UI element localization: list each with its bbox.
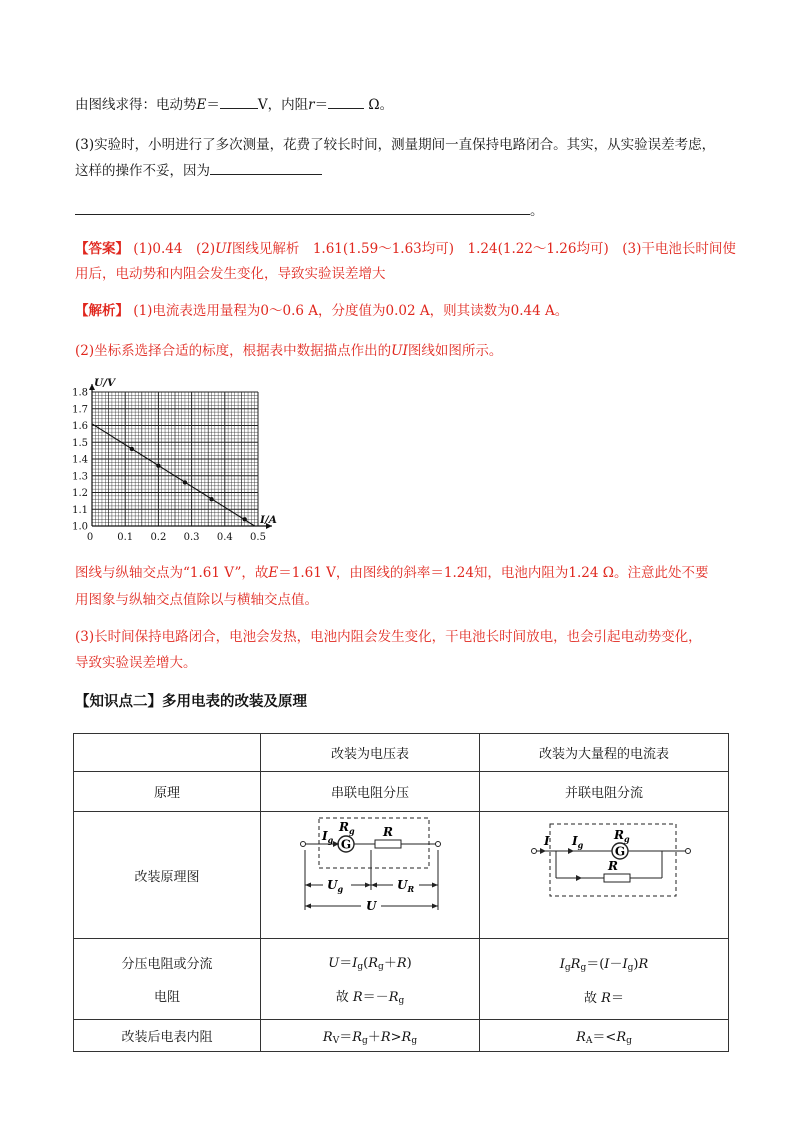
answer-tag: 【答案】 bbox=[75, 241, 129, 257]
i-label: I bbox=[544, 834, 550, 848]
principle-ammeter: 并联电阻分流 bbox=[480, 772, 729, 812]
galvanometer-label: G bbox=[340, 837, 352, 852]
ammeter-circuit-cell bbox=[480, 812, 729, 939]
y-axis-label: U/V bbox=[94, 378, 116, 389]
formula-u: $U=I_g(R_g+R)$ bbox=[328, 956, 412, 972]
var-ui: UI bbox=[215, 241, 232, 257]
x-axis-label: I/A bbox=[260, 514, 277, 526]
r-label: R bbox=[383, 825, 393, 839]
principle-voltmeter: 串联电阻分压 bbox=[261, 772, 480, 812]
analysis-line3 bbox=[75, 563, 708, 583]
section-title: 【知识点二】多用电表的改装及原理 bbox=[75, 694, 307, 710]
blank-emf[interactable] bbox=[220, 94, 258, 109]
analysis-text: (2)坐标系选择合适的标度，根据表中数据描点作出的 bbox=[75, 343, 392, 359]
table-row bbox=[74, 812, 729, 939]
question-text: 由图线求得：电动势 bbox=[75, 97, 197, 113]
voltmeter-circuit-diagram bbox=[261, 812, 480, 934]
formula-shunt: $I_gR_g=(I-I_g)R$ bbox=[559, 956, 649, 973]
x-tick-label: 0.1 bbox=[117, 532, 134, 543]
y-tick-label: 1.8 bbox=[72, 387, 88, 399]
data-point bbox=[243, 517, 247, 521]
r-label: R bbox=[608, 859, 618, 873]
row-label-internal: 改装后电表内阻 bbox=[74, 1020, 261, 1052]
ig-label: $I_g$ bbox=[572, 834, 584, 850]
row-label-line1: 分压电阻或分流 bbox=[121, 957, 213, 972]
ug-label: $U_g$ bbox=[327, 878, 344, 894]
answer-line1 bbox=[75, 239, 736, 259]
blank-reason-cont[interactable] bbox=[75, 200, 530, 215]
data-point bbox=[156, 464, 160, 468]
question-3-line1: (3)实验时，小明进行了多次测量，花费了较长时间，测量期间一直保持电路闭合。其实，从实验误差考虑， bbox=[75, 137, 716, 153]
var-e: E bbox=[196, 97, 207, 113]
analysis-line5: (3)长时间保持电路闭合，电池会发热，电池内阻会发生变化，干电池长时间放电，也会引起电动势变化， bbox=[75, 629, 702, 645]
analysis-line2 bbox=[75, 341, 502, 361]
x-tick-label: 0 bbox=[86, 532, 94, 543]
data-point bbox=[130, 447, 134, 451]
y-tick-label: 1.4 bbox=[72, 454, 88, 466]
question-3-line3 bbox=[75, 200, 544, 221]
answer-text: 图线见解析 1.61(1.59～1.63均可) 1.24(1.22～1.26均可) (3)干电池长时间使 bbox=[231, 241, 736, 257]
period: 。 bbox=[530, 203, 544, 219]
ur-label: $U_R$ bbox=[397, 878, 415, 894]
table-cell bbox=[74, 734, 261, 772]
table-row bbox=[74, 772, 729, 812]
equals: ＝ bbox=[314, 97, 329, 113]
rg-label: $R_g$ bbox=[339, 820, 355, 836]
var-ui: UI bbox=[391, 343, 408, 359]
header-voltmeter: 改装为电压表 bbox=[261, 734, 480, 772]
ig-label: $I_g$ bbox=[322, 829, 334, 845]
var-r: r bbox=[308, 97, 315, 113]
formula-r-v: 故 $R=-R_g$ bbox=[335, 990, 405, 1006]
table-row bbox=[74, 939, 729, 1020]
answer-line2: 用后，电动势和内阻会发生变化，导致实验误差增大 bbox=[75, 266, 386, 282]
ammeter-circuit-diagram bbox=[480, 812, 729, 934]
y-tick-label: 1.2 bbox=[72, 488, 88, 499]
row-label-resistor bbox=[74, 939, 261, 1020]
blank-reason[interactable] bbox=[210, 160, 322, 175]
x-tick-label: 0.5 bbox=[250, 532, 266, 543]
data-point bbox=[209, 497, 213, 501]
internal-voltmeter: $R_V=R_g+R>R_g$ bbox=[261, 1020, 480, 1052]
blank-resistance[interactable] bbox=[328, 94, 364, 109]
y-tick-label: 1.0 bbox=[72, 521, 88, 533]
row-label-principle: 原理 bbox=[74, 772, 261, 812]
y-tick-label: 1.7 bbox=[72, 404, 88, 416]
table-row bbox=[74, 734, 729, 772]
voltmeter-circuit-cell bbox=[261, 812, 480, 939]
x-tick-label: 0.2 bbox=[150, 532, 167, 543]
analysis-text: 图线与纵轴交点为“1.61 V”，故 bbox=[75, 565, 269, 581]
data-point bbox=[183, 480, 187, 484]
table-row bbox=[74, 1020, 729, 1052]
analysis-text: ＝1.61 V，由图线的斜率＝1.24知，电池内阻为1.24 Ω。注意此处不要 bbox=[278, 565, 709, 581]
analysis-line4: 用图象与纵轴交点值除以与横轴交点值。 bbox=[75, 592, 318, 608]
answer-text: (1)0.44 (2) bbox=[133, 241, 216, 257]
rg-label: $R_g$ bbox=[614, 828, 630, 844]
analysis-line6: 导致实验误差增大。 bbox=[75, 655, 197, 671]
row-label-line2: 电阻 bbox=[153, 990, 180, 1005]
analysis-line1 bbox=[75, 301, 568, 321]
equals: ＝ bbox=[206, 97, 220, 113]
y-tick-label: 1.3 bbox=[72, 471, 88, 483]
voltmeter-formula-cell bbox=[261, 939, 480, 1020]
emf-question-line bbox=[75, 94, 393, 115]
unit-ohm: Ω。 bbox=[368, 97, 394, 113]
y-tick-label: 1.6 bbox=[72, 421, 88, 432]
question-3-line2 bbox=[75, 160, 322, 181]
y-tick-label: 1.1 bbox=[72, 504, 88, 516]
internal-ammeter: $R_A=<R_g$ bbox=[480, 1020, 729, 1052]
x-tick-label: 0.4 bbox=[216, 532, 233, 543]
ammeter-formula-cell bbox=[480, 939, 729, 1020]
question-text: 这样的操作不妥，因为 bbox=[75, 163, 210, 179]
row-label-diagram: 改装原理图 bbox=[74, 812, 261, 939]
var-e: E bbox=[268, 565, 279, 581]
formula-r-a: 故 R＝ bbox=[584, 990, 624, 1006]
question-text: V，内阻 bbox=[257, 97, 309, 113]
header-ammeter: 改装为大量程的电流表 bbox=[480, 734, 729, 772]
galvanometer-label: G bbox=[614, 844, 626, 859]
ui-graph bbox=[66, 378, 286, 548]
y-tick-label: 1.5 bbox=[72, 437, 88, 449]
u-label: U bbox=[366, 899, 377, 913]
x-tick-label: 0.3 bbox=[183, 532, 200, 543]
analysis-text: 图线如图所示。 bbox=[407, 343, 503, 359]
conversion-table bbox=[73, 733, 729, 1052]
fit-line bbox=[92, 424, 255, 526]
analysis-text: (1)电流表选用量程为0～0.6 A，分度值为0.02 A，则其读数为0.44 A。 bbox=[133, 303, 569, 319]
analysis-tag: 【解析】 bbox=[75, 303, 129, 319]
